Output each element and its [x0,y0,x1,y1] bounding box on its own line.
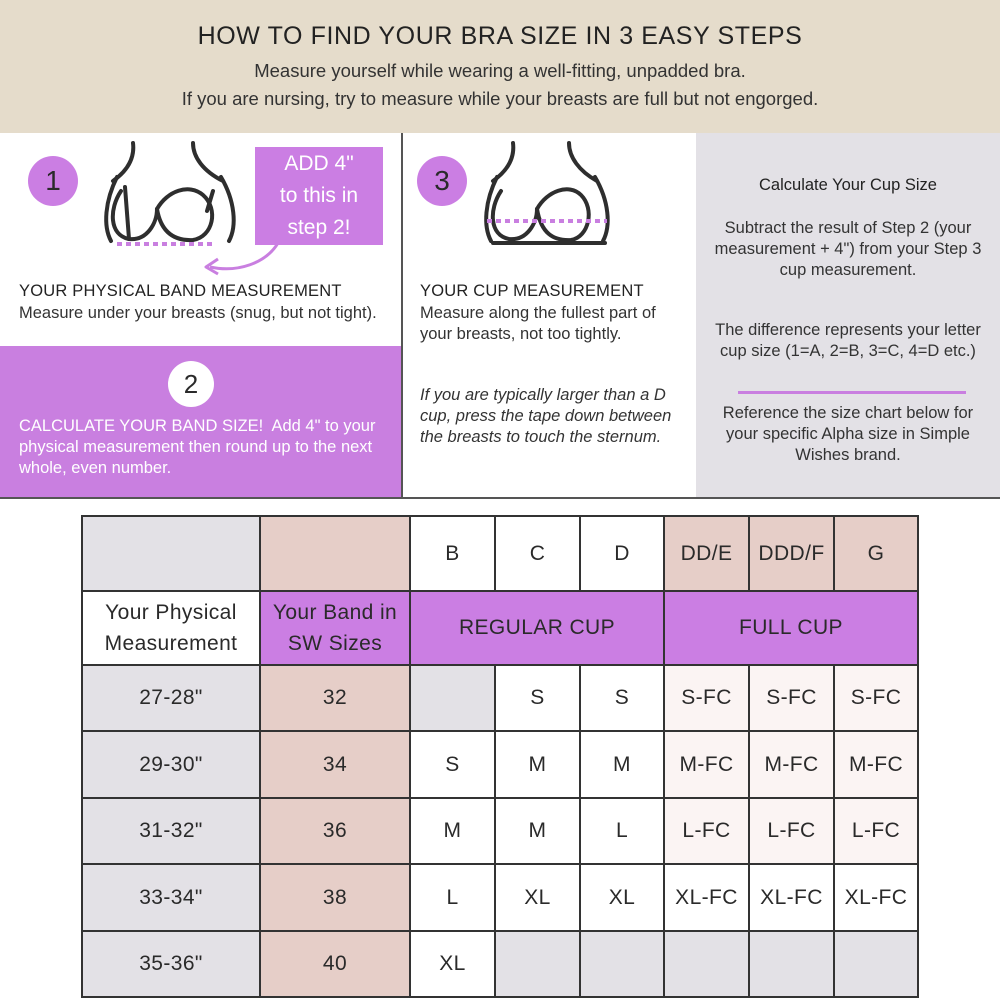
table-row [82,864,918,931]
step-1-2-panel [0,133,403,498]
table-row [82,931,918,997]
size-cell-empty [410,665,495,731]
step-3-text: Measure along the fullest part of your breasts, not too tightly. [420,304,656,343]
cup-letter-cell: D [580,516,664,591]
measurement-cell: 31-32" [82,798,260,864]
size-cell: M-FC [834,731,918,798]
cup-calc-para-2: The difference represents your letter cup size (1=A, 2=B, 3=C, 4=D etc.) [715,321,981,360]
size-chart-table [81,515,919,998]
step-3-badge: 3 [417,156,467,206]
cup-calc-divider [738,391,966,394]
size-cell: XL [580,864,664,931]
size-cell: M [410,798,495,864]
callout-line-1: ADD 4" [284,152,354,175]
size-cell-empty [495,931,580,997]
blank-corner-cell [82,516,260,591]
size-cell-empty [834,931,918,997]
band-cell: 36 [260,798,410,864]
size-cell: S [580,665,664,731]
size-cell-empty [664,931,749,997]
step-3-heading: YOUR CUP MEASUREMENT [420,282,644,300]
step-1-badge: 1 [28,156,78,206]
physical-measurement-header: Your Physical Measurement [82,591,260,665]
size-cell: XL-FC [664,864,749,931]
size-cell: L [410,864,495,931]
curved-arrow-icon [198,241,283,281]
cup-calc-title: Calculate Your Cup Size [759,176,937,194]
size-cell: S [495,665,580,731]
blank-band-cell [260,516,410,591]
size-cell-empty [580,931,664,997]
size-cell: M [495,731,580,798]
band-cell: 40 [260,931,410,997]
step-2-badge: 2 [168,361,214,407]
table-row [82,731,918,798]
size-cell: L [580,798,664,864]
cup-calc-para-3: Reference the size chart below for your specific Alpha size in Simple Wishes brand. [722,404,974,464]
size-cell: XL [410,931,495,997]
step-2-body: Add 4" to your physical measurement then round up to the next whole, even number. [19,417,376,477]
size-cell: L-FC [834,798,918,864]
table-row [82,798,918,864]
size-cell-empty [749,931,834,997]
step-3-italic-note: If you are typically larger than a D cup, press the tape down between the breasts to touch the sternum. [420,386,672,446]
header-subtitle-1: Measure yourself while wearing a well-fitting, unpadded bra. [254,60,746,81]
band-cell: 38 [260,864,410,931]
header-subtitle-2: If you are nursing, try to measure while your breasts are full but not engorged. [181,88,819,109]
measurement-cell: 29-30" [82,731,260,798]
size-cell: XL [495,864,580,931]
step-3-panel [403,133,696,498]
size-cell: XL-FC [834,864,918,931]
step-2-band [0,346,401,498]
cup-letter-row [82,516,918,591]
cup-letter-cell: C [495,516,580,591]
size-cell: S-FC [749,665,834,731]
step-2-bold: CALCULATE YOUR BAND SIZE! [19,417,264,435]
add-4-callout [255,147,383,245]
column-header-row [82,591,918,665]
measurement-cell: 27-28" [82,665,260,731]
callout-line-3: step 2! [287,216,351,239]
panel-divider [0,497,1000,499]
step-1-heading: YOUR PHYSICAL BAND MEASUREMENT [19,282,342,300]
size-cell: L-FC [664,798,749,864]
step-2-text [19,416,397,479]
step-1-text: Measure under your breasts (snug, but not tight). [19,304,377,322]
measurement-cell: 33-34" [82,864,260,931]
size-cell: S-FC [664,665,749,731]
table-row [82,665,918,731]
cup-letter-cell: B [410,516,495,591]
size-cell: L-FC [749,798,834,864]
size-cell: S [410,731,495,798]
measurement-cell: 35-36" [82,931,260,997]
size-cell: S-FC [834,665,918,731]
regular-cup-header: REGULAR CUP [410,591,664,665]
cup-letter-cell: DD/E [664,516,749,591]
page-title: HOW TO FIND YOUR BRA SIZE IN 3 EASY STEPS [197,22,803,50]
band-cell: 32 [260,665,410,731]
band-size-header: Your Band in SW Sizes [260,591,410,665]
callout-line-2: to this in [279,184,359,207]
bra-illustration-cup-icon [479,141,619,256]
size-cell: M [495,798,580,864]
size-cell: M-FC [749,731,834,798]
cup-letter-cell: DDD/F [749,516,834,591]
header-banner [0,0,1000,133]
cup-letter-cell: G [834,516,918,591]
size-cell: XL-FC [749,864,834,931]
cup-calc-para-1: Subtract the result of Step 2 (your measurement + 4") from your Step 3 cup measurement. [714,219,982,279]
size-cell: M [580,731,664,798]
size-cell: M-FC [664,731,749,798]
band-cell: 34 [260,731,410,798]
bra-illustration-band-icon [95,141,255,256]
full-cup-header: FULL CUP [664,591,918,665]
cup-calc-panel [696,133,1000,498]
